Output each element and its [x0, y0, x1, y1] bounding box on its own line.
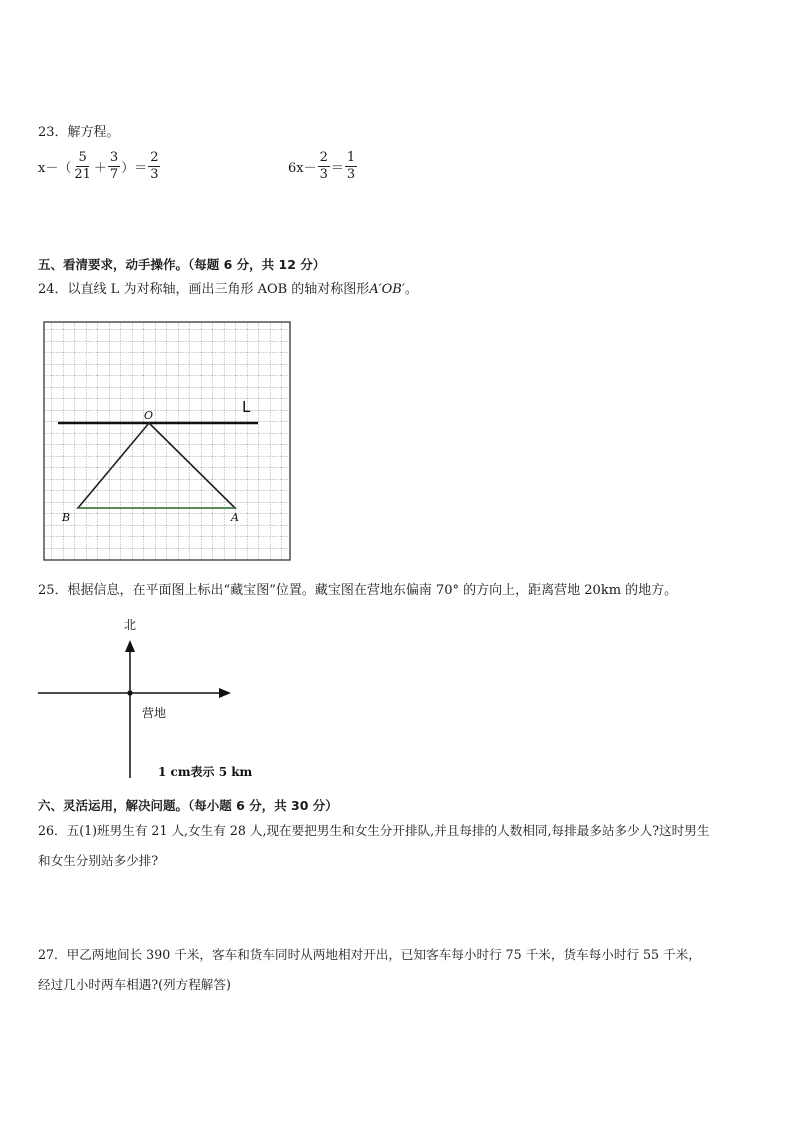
q27-line-2: 经过几小时两车相遇?(列方程解答) — [38, 977, 231, 992]
eq1-f2-numerator: 3 — [109, 150, 119, 165]
section-6-heading: 六、灵活运用，解决问题。（每小题 6 分，共 30 分） — [38, 798, 338, 813]
q24-text — [38, 281, 418, 299]
eq2-f1-numerator: 2 — [319, 150, 328, 165]
north-arrow-icon — [125, 640, 135, 652]
q26-line-1: 26．五(1)班男生有 21 人,女生有 28 人,现在要把男生和女生分开排队,并且每排的人数相同,每排最多站多少人?这时男生 — [38, 823, 710, 838]
q25-text: 25．根据信息，在平面图上标出“藏宝图”位置。藏宝图在营地东偏南 70° 的方向上，距离营地 20km 的地方。 — [38, 583, 678, 598]
label-b: B — [62, 511, 71, 524]
eq1-fraction-3 — [148, 150, 160, 183]
q23-title: 23．解方程。 — [38, 125, 120, 140]
section-5-heading: 五、看清要求，动手操作。（每题 6 分，共 12 分） — [38, 257, 326, 272]
eq2-lead: 6x－ — [288, 161, 317, 176]
label-o: O — [144, 409, 154, 422]
camp-label: 营地 — [142, 706, 167, 720]
camp-point — [127, 690, 132, 695]
eq1-fraction-1 — [72, 150, 93, 183]
eq1-close: ）＝ — [121, 161, 148, 176]
eq2-f2-denominator: 3 — [346, 167, 356, 182]
eq2-f2-numerator: 1 — [346, 150, 356, 165]
eq2-equals: ＝ — [330, 161, 344, 176]
eq1-f1-numerator: 5 — [78, 150, 87, 165]
east-arrow-icon — [219, 688, 231, 698]
eq2-f1-denominator: 3 — [319, 167, 328, 182]
q27-line-1: 27．甲乙两地间长 390 千米，客车和货车同时从两地相对开出，已知客车每小时行 75 千米，货车每小时行 55 千米， — [38, 947, 701, 962]
q24-grid-figure — [40, 318, 294, 564]
eq1-f1-denominator: 21 — [74, 167, 91, 182]
eq1-f3-denominator: 3 — [150, 167, 159, 182]
q23-equation-2 — [288, 150, 358, 183]
eq1-f3-numerator: 2 — [150, 150, 159, 165]
eq1-f2-denominator: 7 — [109, 167, 119, 182]
q26-line-2: 和女生分别站多少排? — [38, 853, 159, 868]
scale-label: 1 cm表示 5 km — [158, 765, 253, 779]
q24-target-figure: A′OB′ — [369, 282, 405, 297]
label-l: L — [242, 398, 251, 416]
q24-end: 。 — [404, 282, 418, 297]
label-a: A — [231, 511, 239, 524]
eq1-lead: x－（ — [38, 161, 72, 176]
eq1-fraction-2 — [108, 150, 120, 183]
q24-prompt: 24．以直线 L 为对称轴，画出三角形 AOB 的轴对称图形 — [38, 282, 370, 297]
eq1-plus: ＋ — [93, 161, 107, 176]
q23-equation-1 — [38, 150, 161, 183]
eq2-fraction-1 — [318, 150, 330, 183]
north-label: 北 — [124, 618, 137, 632]
q25-map-figure — [30, 612, 280, 784]
eq2-fraction-2 — [345, 150, 357, 183]
